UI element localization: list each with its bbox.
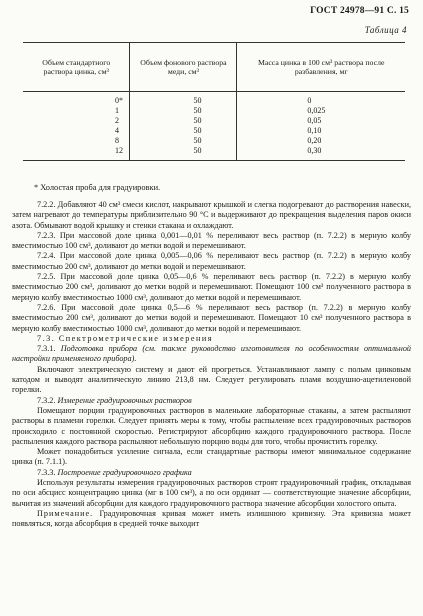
table-row <box>23 136 405 146</box>
note-text: Градуировочная кривая может иметь излишнюю кривизну. Эта кривизна может появляться, когда абсорбция в средней точке выходит <box>12 508 412 529</box>
table-cell: 0,10 <box>237 126 405 136</box>
table-cell: 0 <box>237 92 405 107</box>
subsection-title: Построение градуировочного графика <box>57 467 192 477</box>
paragraph-7-2-6: 7.2.6. При массовой доле цинка 0,5—6 % переливают весь раствор (п. 7.2.2) в мерную колбу вместимостью 200 см³, доливают до метки водой и перемешивают. Помещают 10 см³ полученного раствора в мерную колбу вместимостью 1000 см³, доливают до метки водой и перемешивают. <box>12 302 411 333</box>
paragraph-7-2-4: 7.2.4. При массовой доле цинка 0,005—0,06 % переливают весь раствор (п. 7.2.2) в мерную колбу вместимостью 200 см³, доливают до метки водой и перемешивают. <box>12 251 411 271</box>
paragraph-7-3-2-text-1: Помещают порции градуировочных растворов в маленькие лабораторные стаканы, а затем распыляют растворы в пламени горелки. Следует принять меры к тому, чтобы распыление всех градуировочных растворов происходило с постоянной скоростью. Регистрируют абсорбцию каждого градуировочного раствора. После распыления каждого раствора распыляют небольшую порцию воды для того, чтобы прочистить горелку. <box>12 405 411 446</box>
section-number: 7.3.3. <box>37 467 56 477</box>
paragraph-7-3-1 <box>12 344 411 365</box>
table-cell: 50 <box>130 136 237 146</box>
section-number: 7.3.2. <box>37 395 56 405</box>
paragraph-7-3-3-text: Используя результаты измерения градуировочных растворов строят градуировочный график, откладывая по оси абсцисс концентрацию цинка (мг в 100 см³), а по оси ординат — соответствующие значение абсорбции, вычитая из значений абсорбции для каждого градуировочного раствора значение абсорбции холостого опыта. <box>12 478 411 508</box>
table-row <box>23 92 405 107</box>
page-header: ГОСТ 24978—91 С. 15 <box>310 6 409 16</box>
table-row <box>23 146 405 161</box>
table-cell: 1 <box>115 106 119 115</box>
table-cell: 50 <box>130 126 237 136</box>
subsection-title: Подготовка прибора (см. также руководство изготовителя по особенностям оптимальной настройки применяемого прибора). <box>12 344 412 364</box>
table-cell: 0* <box>115 96 123 105</box>
calibration-table <box>23 42 405 161</box>
table-row <box>23 126 405 136</box>
table-cell: 0,20 <box>237 136 405 146</box>
table-header-copper-volume: Объем фонового раствора меди, см³ <box>130 43 237 92</box>
table-cell: 0,30 <box>237 146 405 161</box>
table-cell: 2 <box>115 116 119 125</box>
paragraph-7-2-2: 7.2.2. Добавляют 40 см³ смеси кислот, накрывают крышкой и слегка подогревают до растворения навески, затем нагревают до температуры приблизительно 90 °С и выдерживают до прекращения выделения паров окиси азота. Обмывают водой крышку и стенки стакана и охлаждают. <box>12 200 411 230</box>
note-label: Примечание. <box>37 508 94 518</box>
table-cell: 12 <box>23 146 130 161</box>
paragraph-7-3-2 <box>12 396 411 406</box>
paragraph-7-2-3: 7.2.3. При массовой доле цинка 0,001—0,01 % переливают весь раствор (п. 7.2.2) в мерную колбу вместимостью 100 см³, доливают до метки водой и перемешивают. <box>12 230 411 251</box>
table-cell: 50 <box>130 106 237 116</box>
table-row <box>23 116 405 126</box>
table-cell: 50 <box>130 92 237 107</box>
table-header-zinc-volume: Объем стандартного раствора цинка, см³ <box>23 43 130 92</box>
paragraph-7-2-5: 7.2.5. При массовой доле цинка 0,05—0,6 % переливают весь раствор (п. 7.2.2) в мерную колбу вместимостью 200 см³, доливают до метки водой и перемешивают. Помещают 100 см³ полученного раствора в мерную колбу вместимостью 1000 см³, доливают до метки водой и перемешивают. <box>12 272 411 302</box>
table-cell: 50 <box>130 116 237 126</box>
table-cell: 0,05 <box>237 116 405 126</box>
table-cell: 0,025 <box>237 106 405 116</box>
paragraph-7-3-2-text-2: Может понадобиться усиление сигнала, если стандартные растворы имеют минимальное содержание цинка (п. 7.1.1). <box>12 447 411 467</box>
note-paragraph <box>12 509 411 530</box>
table-caption: Таблица 4 <box>364 25 407 35</box>
paragraph-7-3-1-text: Включают электрическую систему и дают ей прогреться. Устанавливают лампу с полым цинковым катодом и выводят аналитическую линию 213,8 нм. Следует регулировать пламя воздушно-ацетиленовой горелки. <box>12 364 411 395</box>
table-header-zinc-mass: Масса цинка в 100 см³ раствора после разбавления, мг <box>237 43 405 92</box>
document-body <box>12 200 411 530</box>
section-number: 7.3.1. <box>37 344 56 354</box>
table-cell: 8 <box>115 136 119 145</box>
section-heading-7-3: 7.3. Спектрометрические измерения <box>37 333 214 343</box>
paragraph-7-3-3 <box>12 468 411 478</box>
table-cell: 4 <box>115 126 119 135</box>
table-footnote: * Холостая проба для градуировки. <box>34 183 161 192</box>
subsection-title: Измерение градуировочных растворов <box>57 395 192 405</box>
table-cell: 50 <box>130 146 237 161</box>
table-row <box>23 106 405 116</box>
